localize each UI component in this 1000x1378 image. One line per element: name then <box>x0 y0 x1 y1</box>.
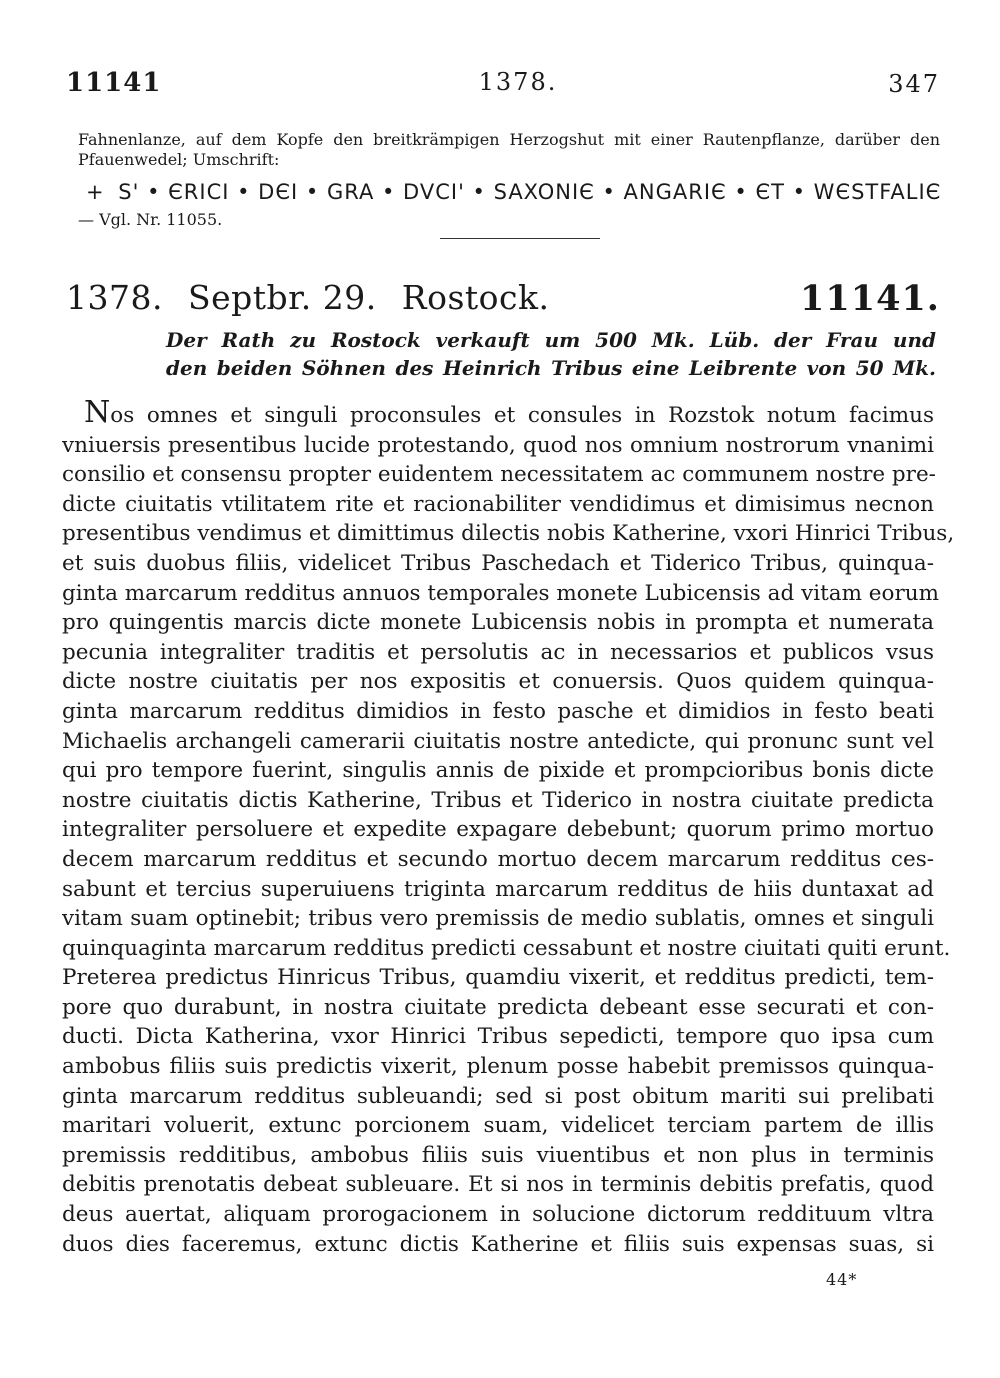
text-line: Nos omnes et singuli proconsules et consules in Rozstok notum facimus <box>84 395 934 430</box>
text-line: vniuersis presentibus lucide protestando, quod nos omnium nostrorum vnanimi <box>62 432 934 458</box>
text-line: consilio et consensu propter euidentem necessitatem ac communem nostre pre- <box>62 462 936 488</box>
seal-legend-text: S' • ЄRICI • DЄI • GRA • DVCI' • SAXONIЄ • ANGARIЄ • ЄT • WЄSTFALIЄ <box>118 180 942 204</box>
text-line: deus auertat, aliquam prorogacionem in solucione dictorum reddituum vltra <box>62 1202 934 1228</box>
text-line: ambobus filiis suis predictis vixerit, plenum posse habebit premissos quinqua- <box>62 1054 934 1080</box>
regest-line: den beiden Söhnen des Heinrich Tribus eine Leibrente von 50 Mk. <box>166 356 936 380</box>
text-line: decem marcarum redditus et secundo mortuo decem marcarum redditus ces- <box>62 846 934 872</box>
sheet-signature: 44* <box>826 1270 858 1289</box>
seal-description <box>78 130 940 170</box>
text-line: maritari voluerit, extunc porcionem suam, videlicet terciam partem de illis <box>62 1113 934 1139</box>
text-line: et suis duobus filiis, videlicet Tribus Paschedach et Tiderico Tribus, quinqua- <box>62 550 934 576</box>
page-number: 347 <box>888 70 940 98</box>
text-line: nostre ciuitatis dictis Katherine, Tribus et Tiderico in nostra ciuitate predicta <box>62 787 934 813</box>
regest-line: Der Rath zu Rostock verkauft um 500 Mk. Lüb. der Frau und <box>166 328 936 352</box>
cross-icon: + <box>86 180 105 204</box>
text-line: ginta marcarum redditus dimidios in festo pasche et dimidios in festo beati <box>62 698 934 724</box>
charter-place: Rostock. <box>401 278 550 317</box>
text-line: sabunt et tercius superuiuens triginta marcarum redditus de hiis duntaxat ad <box>62 876 934 902</box>
text-line: Michaelis archangeli camerarii ciuitatis nostre antedicte, qui pronunc sunt vel <box>62 728 934 754</box>
charter-year: 1378. <box>66 278 163 317</box>
text-line: vitam suam optinebit; tribus vero premissis de medio sublatis, omnes et singuli <box>62 906 934 932</box>
text-line: pecunia integraliter traditis et persolutis ac in necessarios et publicos vsus <box>62 639 934 665</box>
initial-letter: N <box>84 395 111 430</box>
seal-legend <box>86 182 940 202</box>
text-line: pro quingentis marcis dicte monete Lubicensis nobis in prompta et numerata <box>62 610 934 636</box>
seal-description-line: Fahnenlanze, auf dem Kopfe den breitkrämpigen Herzogshut mit einer Rautenpflanze, darüber den <box>78 130 940 149</box>
text-line: ginta marcarum redditus subleuandi; sed si post obitum mariti sui prelibati <box>62 1083 934 1109</box>
charter-date: Septbr. 29. <box>187 278 377 317</box>
text-line: dicte ciuitatis vtilitatem rite et racionabiliter vendidimus et dimisimus necnon <box>62 491 934 517</box>
seal-description-block <box>78 130 940 230</box>
section-divider <box>440 238 600 239</box>
text-line: ducti. Dicta Katherina, vxor Hinrici Tribus sepedicti, tempore quo ipsa cum <box>62 1024 934 1050</box>
text-line: premissis redditibus, ambobus filiis suis viuentibus et non plus in terminis <box>62 1142 934 1168</box>
seal-description-line: Pfauenwedel; Umschrift: <box>78 150 280 169</box>
running-head-year: 1378. <box>478 68 558 96</box>
running-head-number: 11141 <box>66 68 162 98</box>
cross-reference: — Vgl. Nr. 11055. <box>78 210 223 229</box>
charter-text <box>62 395 955 1259</box>
text-line: presentibus vendimus et dimittimus dilectis nobis Katherine, vxori Hinrici Tribus, <box>62 521 955 547</box>
text-line: qui pro tempore fuerint, singulis annis de pixide et prompcioribus bonis dicte <box>62 758 934 784</box>
text-line: Preterea predictus Hinricus Tribus, quamdiu vixerit, et redditus predicti, tem- <box>62 965 934 991</box>
charter-heading <box>66 278 940 322</box>
charter-number: 11141. <box>800 278 940 319</box>
text-line: pore quo durabunt, in nostra ciuitate predicta debeant esse securati et con- <box>62 994 934 1020</box>
text-line: quinquaginta marcarum redditus predicti cessabunt et nostre ciuitati quiti erunt. <box>62 935 951 961</box>
running-head <box>66 68 940 108</box>
charter-date-place <box>66 278 550 317</box>
regest-summary <box>166 326 936 382</box>
text-line: debitis prenotatis debeat subleuare. Et si nos in terminis debitis prefatis, quod <box>62 1172 934 1198</box>
text-line: integraliter persoluere et expedite expagare debebunt; quorum primo mortuo <box>62 817 934 843</box>
text-line: ginta marcarum redditus annuos temporales monete Lubicensis ad vitam eorum <box>62 580 939 606</box>
text-line: duos dies faceremus, extunc dictis Katherine et filiis suis expensas suas, si <box>62 1231 934 1257</box>
text-line: dicte nostre ciuitatis per nos expositis et conuersis. Quos quidem quinqua- <box>62 669 934 695</box>
